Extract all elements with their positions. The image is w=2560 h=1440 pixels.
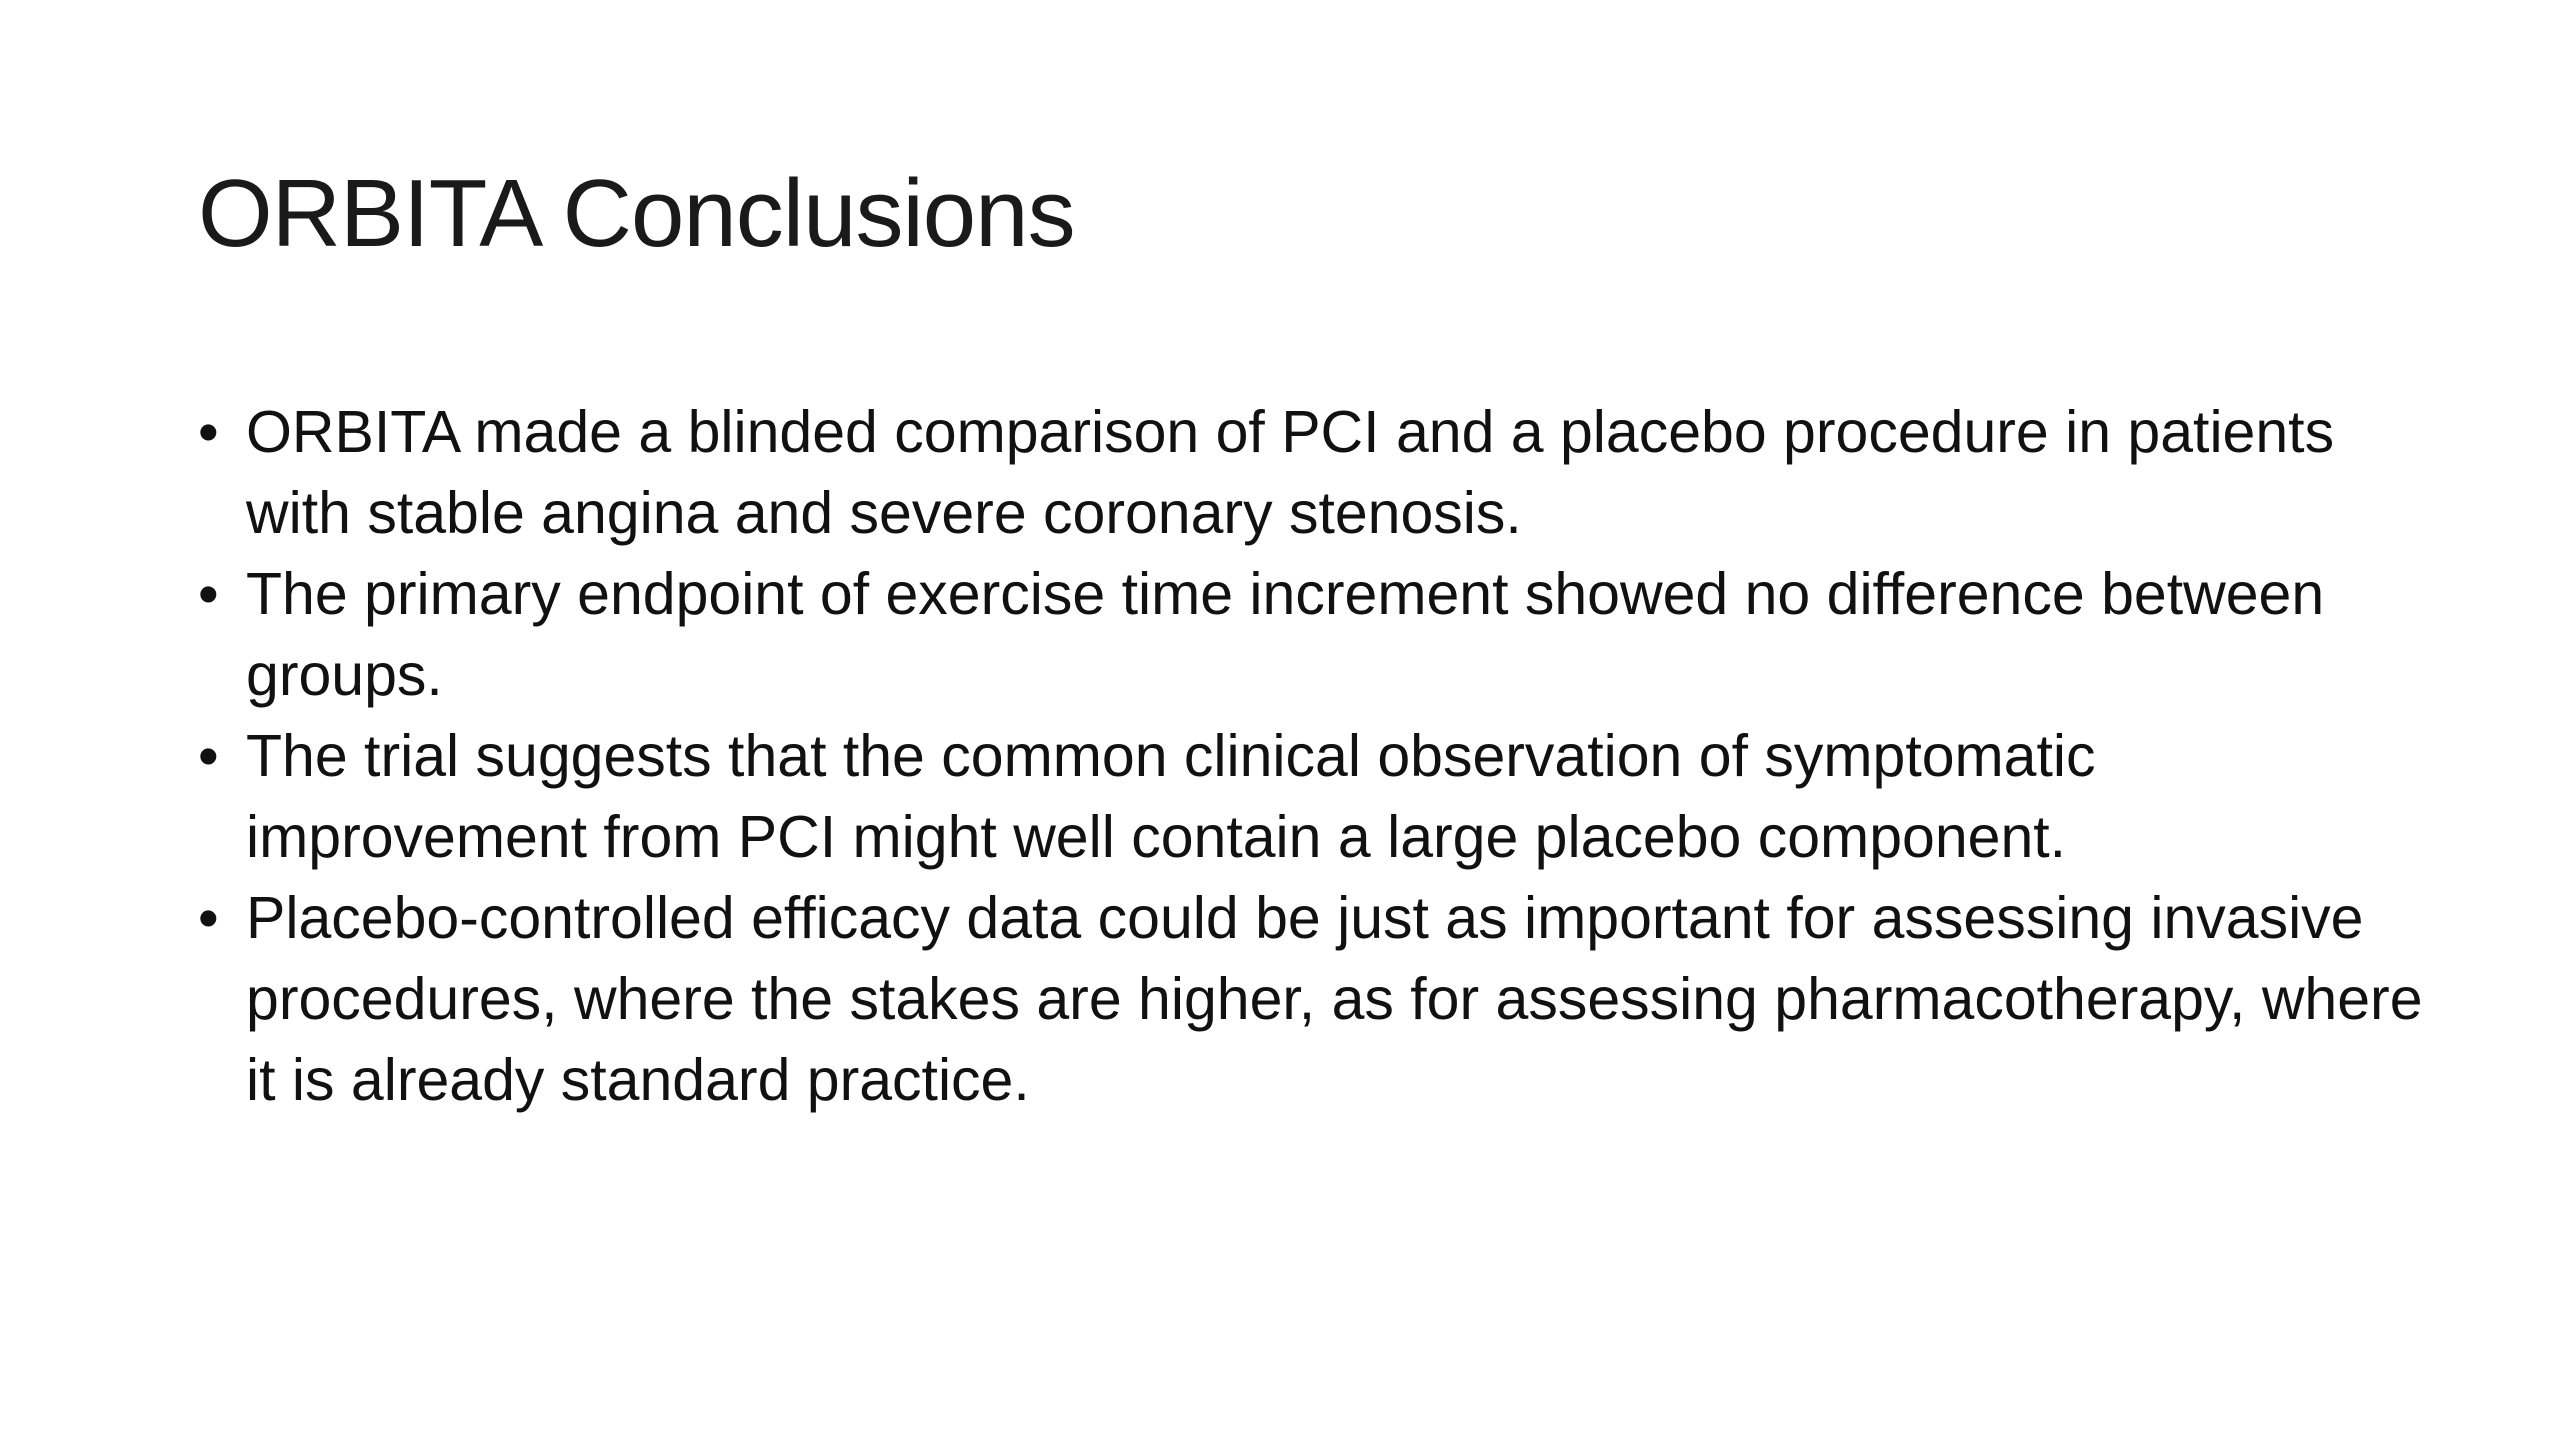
bullet-dot-icon: • <box>198 885 219 951</box>
bullet-item <box>198 392 2448 554</box>
bullet-dot-icon: • <box>198 723 219 789</box>
bullet-text: The trial suggests that the common clinical observation of symptomatic improvement from PCI might well contain a large placebo component. <box>246 723 2096 870</box>
bullet-item <box>198 716 2448 878</box>
bullet-dot-icon: • <box>198 561 219 627</box>
bullet-text: The primary endpoint of exercise time increment showed no difference between groups. <box>246 561 2325 708</box>
bullet-text: Placebo-controlled efficacy data could be just as important for assessing invasive procedures, where the stakes are higher, as for assessing pharmacotherapy, where it is already standard practice. <box>246 885 2423 1113</box>
bullet-list <box>198 392 2448 1121</box>
bullet-item <box>198 878 2448 1121</box>
bullet-dot-icon: • <box>198 399 219 465</box>
bullet-text: ORBITA made a blinded comparison of PCI and a placebo procedure in patients with stable angina and severe coronary stenosis. <box>246 399 2335 546</box>
slide-title: ORBITA Conclusions <box>198 160 1075 267</box>
bullet-item <box>198 554 2448 716</box>
